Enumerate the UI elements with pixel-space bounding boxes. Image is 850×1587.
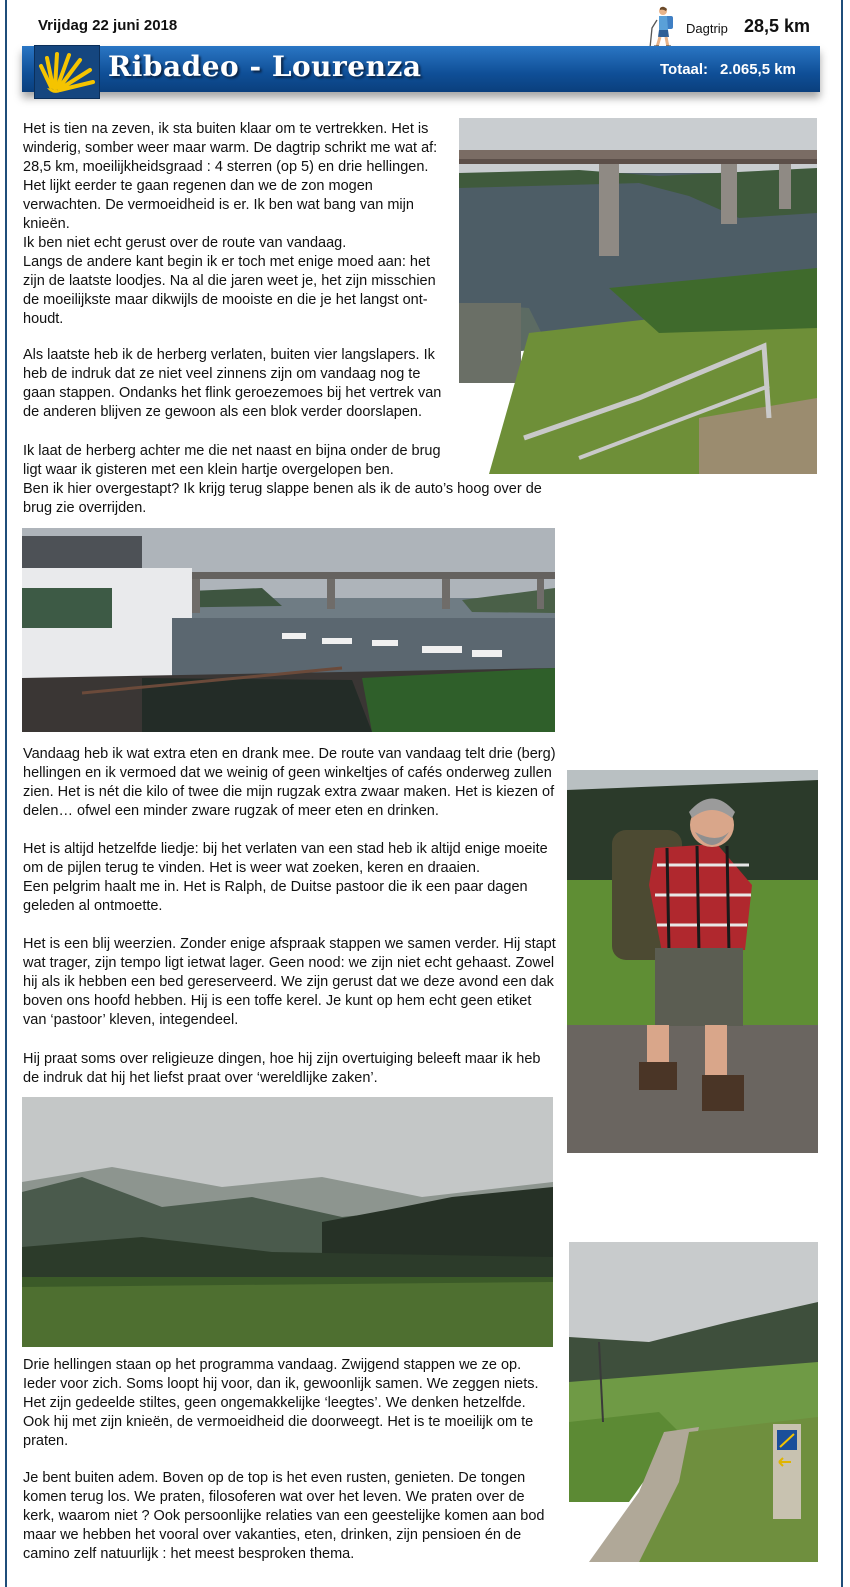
text-line: Drie hellingen staan op het programma vandaag. Zwijgend stappen we ze op.: [23, 1357, 522, 1373]
text-line: ligt waar ik gisteren met een klein hartje overgelopen ben.: [23, 462, 394, 478]
text-line: Een pelgrim haalt me in. Het is Ralph, de Duitse pastoor die ik een paar dagen: [23, 879, 528, 895]
text-line: hellingen en ik vermoed dat we weinig of geen winkeltjes of cafés onderweg zullen: [23, 765, 552, 781]
text-line: Ieder voor zich. Soms loopt hij voor, dan ik, gewoonlijk samen. We zeggen niets.: [23, 1376, 539, 1392]
text-line: Het zijn gedeelde stiltes, geen ongemakkelijke ‘leegtes’. We denken hetzelfde.: [23, 1395, 526, 1411]
text-line: knieën.: [23, 216, 70, 232]
text-line: de anderen blijven ze gewoon als een blok verder doorslapen.: [23, 404, 423, 420]
text-line: de moeilijkste maar dikwijls de mooiste en die je het langst ont-: [23, 292, 428, 308]
text-line: Ik ben niet echt gerust over de route van vandaag.: [23, 235, 347, 251]
text-line: Ben ik hier overgestapt? Ik krijg terug slappe benen als ik de auto’s hoog over de: [23, 481, 542, 497]
totaal-value: 2.065,5 km: [720, 61, 796, 78]
text-line: maar we hebben het vooral over vakanties, eten, drinken, zijn pensioen én de: [23, 1527, 522, 1543]
paragraph-8: [23, 1356, 539, 1451]
text-line: brug zie overrijden.: [23, 500, 147, 516]
text-line: Het lijkt eerder te gaan regenen dan we de zon mogen: [23, 178, 373, 194]
text-line: Je bent buiten adem. Boven op de top is het even rusten, genieten. De tongen: [23, 1470, 526, 1486]
text-line: boven ons hoofd hebben. Hij is een toffe kerel. Je kunt op hem echt geen etiket: [23, 993, 532, 1009]
text-line: komen terug los. We praten, filosoferen wat over het leven. We praten over de: [23, 1489, 525, 1505]
text-line: de indruk dat hij het liefst praat over ‘wereldlijke zaken’.: [23, 1070, 378, 1086]
dagtrip-value: 28,5 km: [744, 16, 811, 36]
text-line: winderig, somber weer maar warm. De dagtrip schrikt me wat af:: [23, 140, 438, 156]
text-line: Het is tien na zeven, ik sta buiten klaar om te vertrekken. Het is: [23, 121, 429, 137]
text-line: Hij praat soms over religieuze dingen, hoe hij zijn overtuiging beleeft maar ik heb: [23, 1051, 541, 1067]
text-line: zijn de laatste loodjes. Na al die jaren weet je, het zijn misschien: [23, 273, 436, 289]
totaal-label: Totaal:: [660, 61, 709, 78]
text-line: praten.: [23, 1433, 69, 1449]
bridge-photo: [459, 118, 817, 474]
text-line: Het is een blij weerzien. Zonder enige afspraak stappen we samen verder. Hij stapt: [23, 936, 556, 952]
text-line: hij als ik hebben een bed gereserveerd. We zijn gerust dat we deze avond een dak: [23, 974, 554, 990]
text-line: Ook hij met zijn knieën, de vermoeidheid die doorweegt. Het is te moeilijk om te: [23, 1414, 534, 1430]
pilgrim-photo: [567, 770, 818, 1153]
text-line: Vandaag heb ik wat extra eten en drank mee. De route van vandaag telt drie (berg): [23, 746, 556, 762]
camino-shell-icon: [34, 45, 100, 99]
camino-path-photo: [569, 1242, 818, 1562]
date-label: Vrijdag 22 juni 2018: [38, 17, 178, 34]
paragraph-6: [23, 935, 556, 1030]
dagtrip-label: Dagtrip: [686, 21, 728, 36]
paragraph-2: [23, 346, 441, 422]
paragraph-5: [23, 840, 548, 916]
misty-hills-photo: [22, 1097, 553, 1347]
text-line: zien. Het is nét die kilo of twee die mijn rugzak extra zwaar maken. Het is kiezen of: [23, 784, 555, 800]
paragraph-1: [23, 120, 437, 329]
text-line: Ik laat de herberg achter me die net naast en bijna onder de brug: [23, 443, 441, 459]
text-line: geleden al ontmoette.: [23, 898, 163, 914]
paragraph-9: [23, 1469, 544, 1564]
text-line: kerk, waarom niet ? Ook persoonlijke relaties van een geestelijke komen aan bod: [23, 1508, 545, 1524]
text-line: om de pijlen terug te vinden. Het is weer wat zoeken, keren en draaien.: [23, 860, 481, 876]
text-line: gaan stappen. Ondanks het flink geroezemoes bij het vertrek van: [23, 385, 442, 401]
text-line: delen… ofwel een minder zware rugzak of meer eten en drinken.: [23, 803, 439, 819]
text-line: van ‘pastoor’ kleven, integendeel.: [23, 1012, 239, 1028]
text-line: verwachten. De vermoeidheid is er. Ik ben wat bang van mijn: [23, 197, 414, 213]
text-line: 28,5 km, moeilijkheidsgraad : 4 sterren (op 5) en drie hellingen.: [23, 159, 429, 175]
text-line: Het is altijd hetzelfde liedje: bij het verlaten van een stad heb ik altijd enige moeite: [23, 841, 548, 857]
paragraph-7: [23, 1050, 540, 1088]
paragraph-4: [23, 745, 556, 821]
text-line: camino zelf natuurlijk : het meest besproken thema.: [23, 1546, 355, 1562]
text-line: houdt.: [23, 311, 64, 327]
text-line: Langs de andere kant begin ik er toch met enige moed aan: het: [23, 254, 431, 270]
text-line: wat trager, zijn tempo ligt ietwat lager. Geen nood: we zijn niet echt gehaast. Zowel: [23, 955, 555, 971]
harbour-photo: [22, 528, 555, 732]
text-line: heb de indruk dat ze niet veel zinnens zijn om vandaag nog te: [23, 366, 421, 382]
page-title: Ribadeo - Lourenza: [108, 50, 422, 83]
hiker-icon: [648, 6, 676, 50]
text-line: Als laatste heb ik de herberg verlaten, buiten vier langslapers. Ik: [23, 347, 435, 363]
